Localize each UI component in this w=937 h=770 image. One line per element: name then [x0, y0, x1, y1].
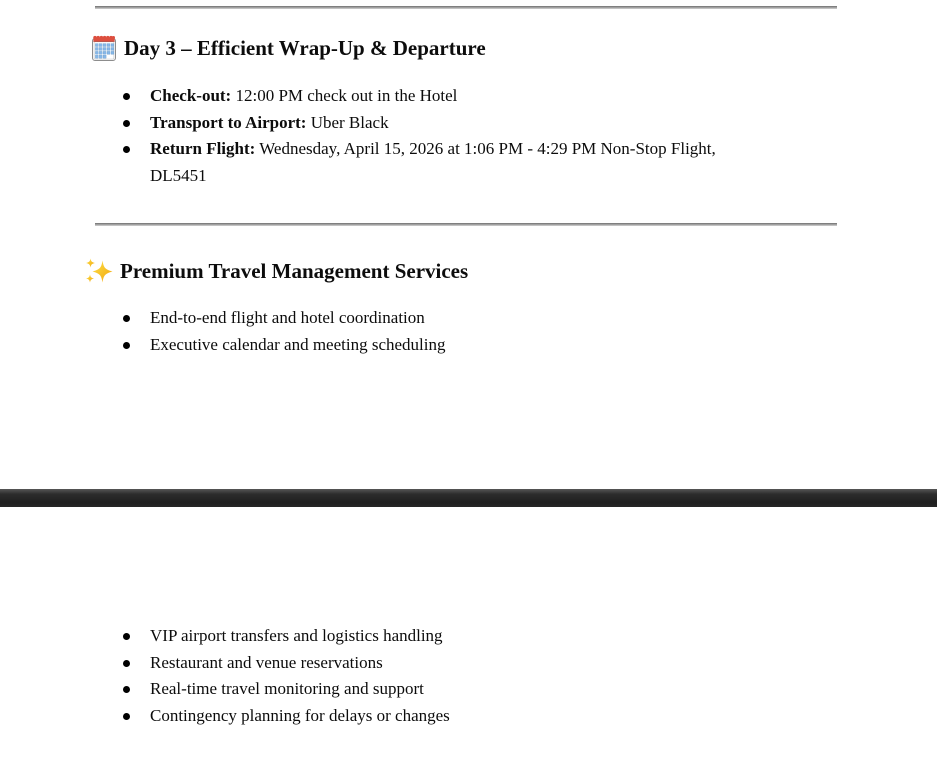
- premium-services-heading: [84, 256, 468, 286]
- list-item-label: Transport to Airport:: [150, 112, 307, 132]
- list-item: End-to-end flight and hotel coordination: [150, 305, 840, 332]
- list-item: Restaurant and venue reservations: [150, 650, 840, 677]
- day3-heading-text: Day 3 – Efficient Wrap-Up & Departure: [124, 35, 486, 60]
- list-item: Real-time travel monitoring and support: [150, 676, 840, 703]
- list-item-checkout: [150, 83, 840, 110]
- section-divider-top: [95, 6, 837, 9]
- day3-list: [150, 83, 840, 189]
- list-item: Contingency planning for delays or changes: [150, 703, 840, 730]
- premium-services-heading-text: Premium Travel Management Services: [120, 258, 469, 283]
- calendar-icon: [92, 35, 116, 61]
- list-item-text: 12:00 PM check out in the Hotel: [231, 86, 458, 105]
- section-divider-mid: [95, 223, 837, 226]
- list-item-label: Check-out:: [150, 86, 232, 105]
- list-item-text: Wednesday, April 15, 2026 at 1:06 PM - 4:29 PM Non-Stop Flight,: [255, 139, 716, 159]
- list-item-text-line2: DL5451: [150, 165, 207, 185]
- premium-services-list-page1: [150, 305, 840, 358]
- day3-heading: [92, 35, 486, 61]
- list-item-return-flight: [150, 136, 840, 189]
- list-item-transport: [150, 110, 840, 137]
- list-item: Executive calendar and meeting scheduling: [150, 332, 840, 359]
- list-item: VIP airport transfers and logistics handling: [150, 623, 840, 650]
- page-separator: [0, 489, 937, 507]
- list-item-label: Return Flight:: [150, 139, 256, 159]
- sparkles-icon: [84, 256, 114, 286]
- premium-services-list-page2: [150, 623, 840, 729]
- list-item-text: Uber Black: [306, 112, 389, 132]
